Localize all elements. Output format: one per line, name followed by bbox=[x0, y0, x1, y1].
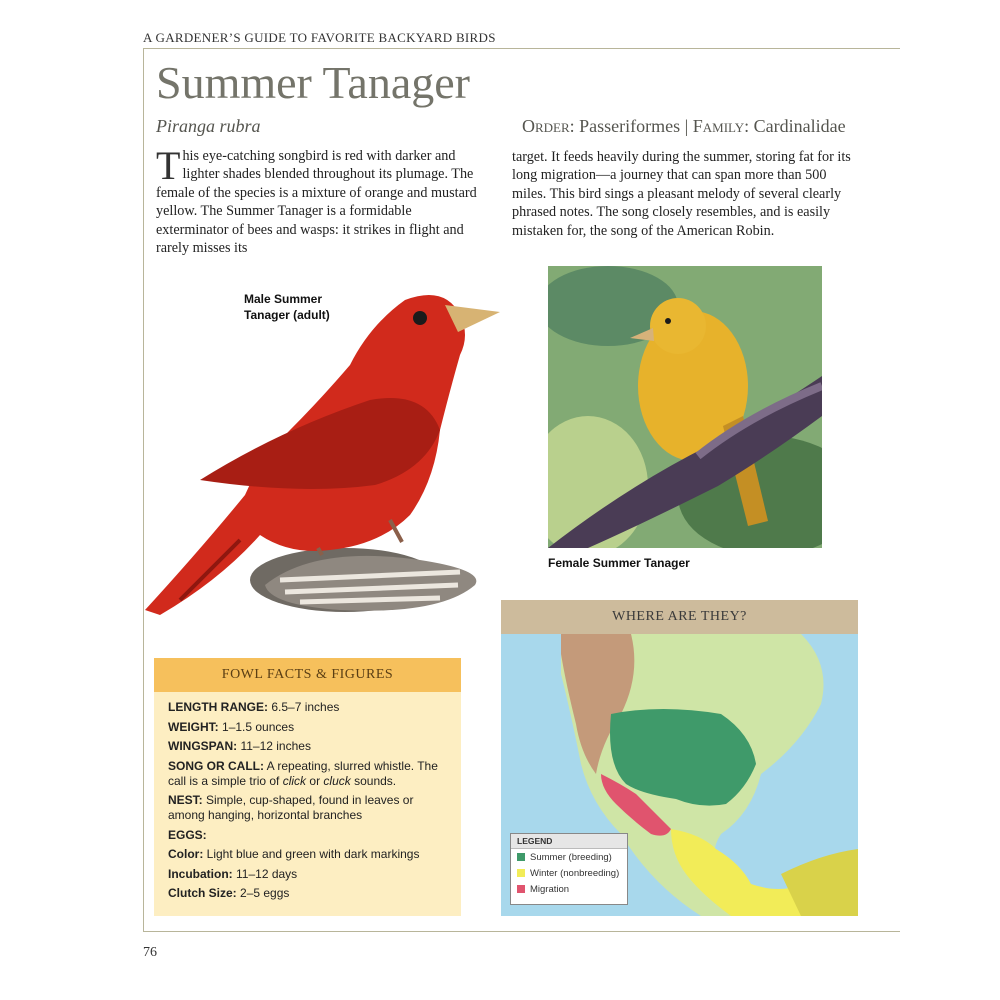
legend-item-migration: Migration bbox=[511, 881, 627, 897]
fact-weight: WEIGHT: 1–1.5 ounces bbox=[168, 719, 295, 734]
scientific-name: Piranga rubra bbox=[156, 116, 261, 136]
male-caption-line-2: Tanager (adult) bbox=[244, 308, 330, 322]
legend-swatch bbox=[517, 853, 525, 861]
family-label: Family: bbox=[692, 116, 750, 136]
order-value: Passeriformes bbox=[579, 116, 681, 136]
page-number: 76 bbox=[143, 945, 157, 960]
page-title: Summer Tanager bbox=[156, 57, 471, 108]
facts-list bbox=[154, 692, 461, 914]
bird-eye bbox=[413, 311, 427, 325]
legend-swatch bbox=[517, 885, 525, 893]
male-caption-line-1: Male Summer bbox=[244, 292, 323, 306]
taxonomy-separator: | bbox=[684, 116, 689, 136]
body-column-1 bbox=[156, 143, 482, 257]
range-map-box bbox=[501, 600, 858, 916]
fact-eggs: EGGS: bbox=[168, 827, 207, 842]
facts-box bbox=[154, 658, 461, 916]
legend-swatch bbox=[517, 869, 525, 877]
legend-item-summer: Summer (breeding) bbox=[511, 849, 627, 865]
bird-head bbox=[650, 298, 706, 354]
fact-song: SONG OR CALL: A repeating, slurred whistle. The call is a simple trio of click or cluck sounds. bbox=[168, 758, 438, 788]
fact-egg-color: Color: Light blue and green with dark markings bbox=[168, 847, 420, 861]
map-legend bbox=[510, 833, 628, 905]
legend-item-winter: Winter (nonbreeding) bbox=[511, 865, 627, 881]
legend-title: LEGEND bbox=[511, 834, 627, 849]
fact-length: LENGTH RANGE: 6.5–7 inches bbox=[168, 700, 340, 714]
female-caption: Female Summer Tanager bbox=[548, 556, 690, 570]
map-heading: WHERE ARE THEY? bbox=[501, 600, 858, 634]
fact-clutch: Clutch Size: 2–5 eggs bbox=[168, 886, 290, 900]
taxonomy-line bbox=[522, 116, 846, 137]
facts-heading: FOWL FACTS & FIGURES bbox=[154, 658, 461, 692]
female-tanager-photo bbox=[548, 266, 822, 548]
order-label: Order: bbox=[522, 116, 575, 136]
fact-nest: NEST: Simple, cup-shaped, found in leaves or among hanging, horizontal branches bbox=[168, 793, 414, 822]
body-column-2: target. It feeds heavily during the summer, storing fat for its long migration—a journey that can span more than 500 miles. This bird sings a pleasant melody of several clearly phrased notes. The song closely resembles, and is easily mistaken for, the song of the American Robin. bbox=[512, 149, 851, 239]
family-value: Cardinalidae bbox=[753, 116, 846, 136]
male-tanager-illustration bbox=[140, 280, 510, 630]
running-head: A GARDENER’S GUIDE TO FAVORITE BACKYARD BIRDS bbox=[143, 30, 496, 45]
body-text-1: his eye-catching songbird is red with darker and lighter shades blended throughout its plumage. The female of the species is a mixture of orange and mustard yellow. The Summer Tanager is a formidable exterminator of bees and wasps: it strikes in flight and rarely misses its bbox=[156, 148, 477, 257]
drop-cap: T bbox=[156, 143, 181, 188]
fact-incubation: Incubation: 11–12 days bbox=[168, 866, 298, 881]
fact-wingspan: WINGSPAN: 11–12 inches bbox=[168, 739, 311, 753]
